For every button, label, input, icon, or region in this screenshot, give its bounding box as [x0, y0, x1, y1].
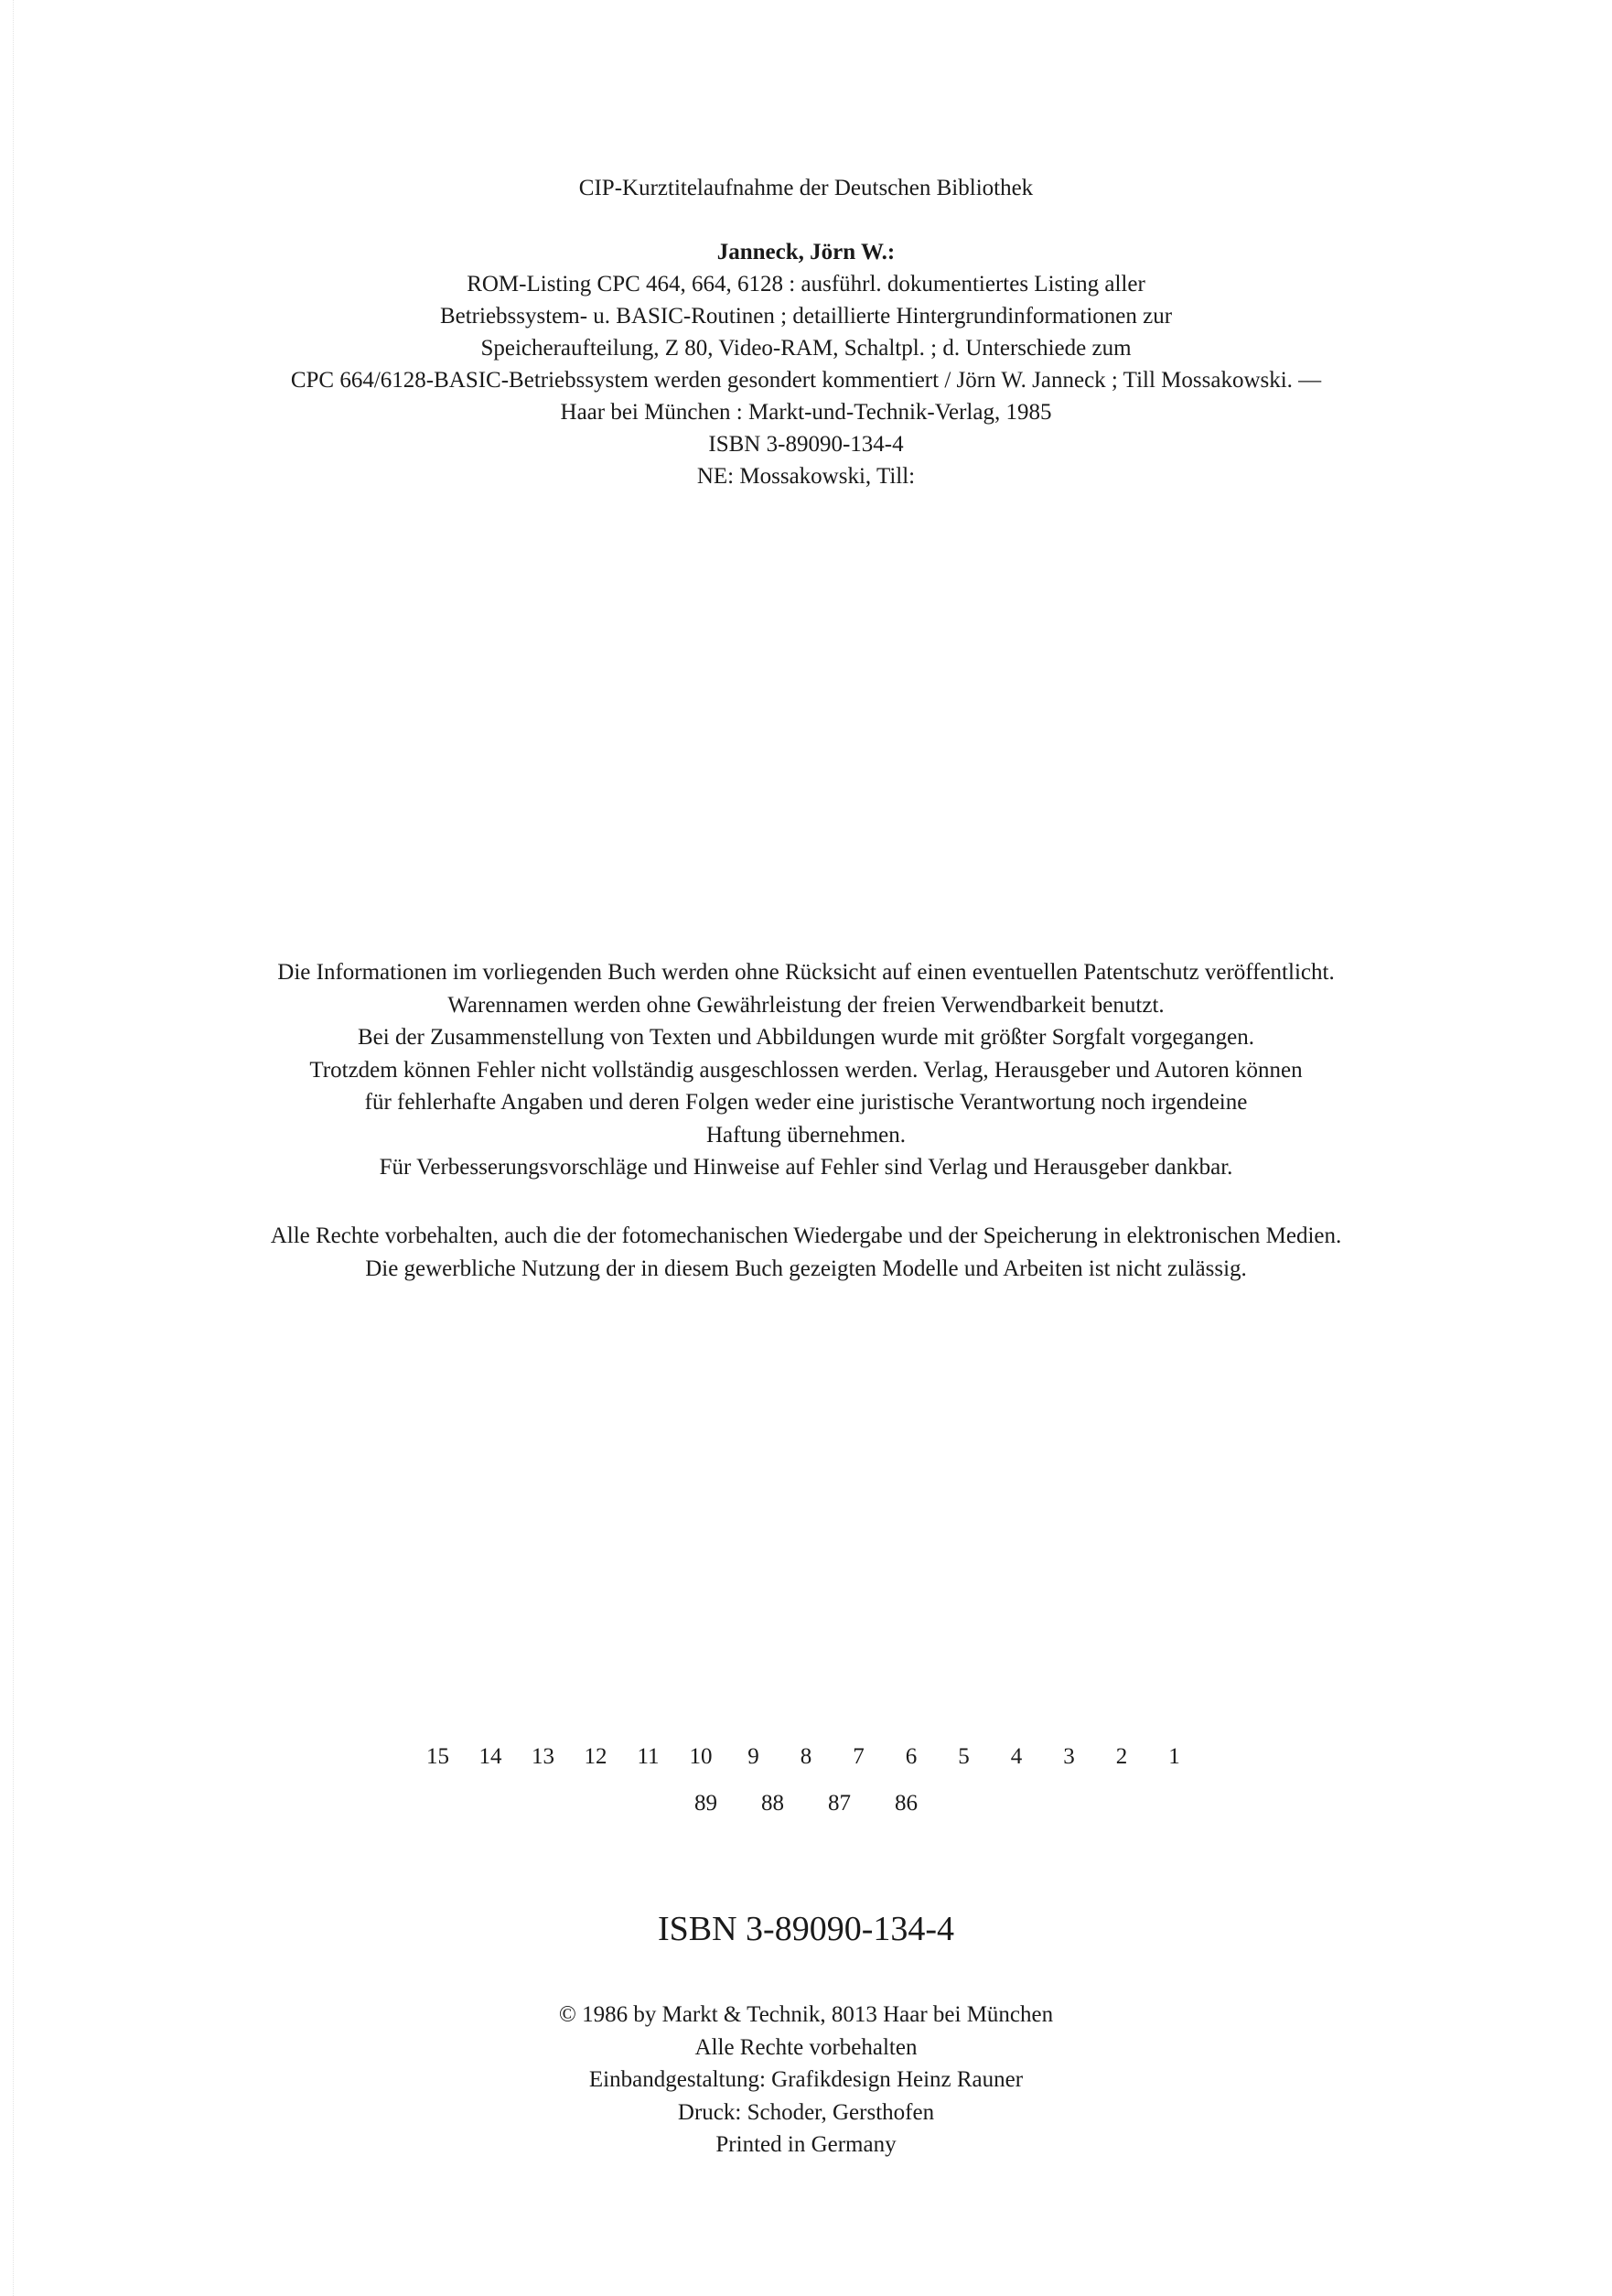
- cip-line: ROM-Listing CPC 464, 664, 6128 : ausführl. dokumentiertes Listing aller: [467, 272, 1145, 296]
- impression-number: 13: [532, 1744, 554, 1769]
- copyright-line: © 1986 by Markt & Technik, 8013 Haar bei München: [558, 2002, 1054, 2027]
- cip-heading: CIP-Kurztitelaufnahme der Deutschen Bibliothek: [578, 176, 1034, 200]
- colophon-line: Printed in Germany: [715, 2132, 897, 2157]
- print-numbers: [0, 1741, 1612, 1819]
- impression-number: 15: [426, 1744, 449, 1769]
- cip-line: Speicheraufteilung, Z 80, Video-RAM, Schaltpl. ; d. Unterschiede zum: [480, 336, 1132, 361]
- impression-number: 2: [1115, 1744, 1128, 1769]
- year-numbers: [0, 1787, 1612, 1819]
- year-number: 88: [761, 1791, 784, 1816]
- cip-line: CPC 664/6128-BASIC-Betriebssystem werden gesondert kommentiert / Jörn W. Janneck ; Till Mossakowski. —: [290, 368, 1322, 393]
- impression-number: 4: [1010, 1744, 1023, 1769]
- disclaimer-line: Bei der Zusammenstellung von Texten und Abbildungen wurde mit größter Sorgfalt vorgegangen.: [357, 1025, 1255, 1050]
- disclaimer-line: Haftung übernehmen.: [706, 1122, 906, 1148]
- cip-isbn: ISBN 3-89090-134-4: [708, 432, 904, 457]
- impression-number: 10: [689, 1744, 713, 1769]
- year-number: 86: [895, 1791, 918, 1816]
- impression-number: 12: [584, 1744, 607, 1769]
- impression-numbers: [0, 1741, 1612, 1773]
- disclaimer-line: Die Informationen im vorliegenden Buch werden ohne Rücksicht auf einen eventuellen Patentschutz veröffentlicht.: [277, 960, 1335, 985]
- colophon: [0, 1999, 1612, 2161]
- impression-number: 6: [905, 1744, 918, 1769]
- cip-ne: NE: Mossakowski, Till:: [696, 464, 916, 489]
- year-number: 89: [694, 1791, 717, 1816]
- disclaimer-line: Trotzdem können Fehler nicht vollständig ausgeschlossen werden. Verlag, Herausgeber und Autoren können: [309, 1057, 1303, 1083]
- cip-author: Janneck, Jörn W.:: [716, 240, 896, 264]
- year-number: 87: [828, 1791, 851, 1816]
- cip-line: Betriebssystem- u. BASIC-Routinen ; detaillierte Hintergrundinformationen zur: [439, 304, 1173, 329]
- impression-number: 9: [747, 1744, 759, 1769]
- impression-number: 7: [853, 1744, 865, 1769]
- disclaimer: [0, 956, 1612, 1184]
- colophon-line: Alle Rechte vorbehalten: [694, 2034, 918, 2060]
- impression-number: 8: [800, 1744, 812, 1769]
- isbn: ISBN 3-89090-134-4: [657, 1910, 955, 1948]
- cip-record: [0, 172, 1612, 492]
- impression-number: 14: [478, 1744, 502, 1769]
- colophon-line: Einbandgestaltung: Grafikdesign Heinz Rauner: [588, 2067, 1024, 2092]
- impression-number: 5: [958, 1744, 970, 1769]
- rights-line: Alle Rechte vorbehalten, auch die der fotomechanischen Wiedergabe und der Speicherung in elektronischen Medien.: [270, 1223, 1342, 1248]
- disclaimer-line: Warennamen werden ohne Gewährleistung der freien Verwendbarkeit benutzt.: [447, 992, 1165, 1018]
- rights-notice: [0, 1220, 1612, 1285]
- impression-number: 1: [1168, 1744, 1180, 1769]
- impression-number: 11: [637, 1744, 660, 1769]
- cip-line: Haar bei München : Markt-und-Technik-Verlag, 1985: [560, 400, 1052, 425]
- disclaimer-line: für fehlerhafte Angaben und deren Folgen weder eine juristische Verantwortung noch irgendeine: [364, 1090, 1248, 1115]
- disclaimer-line: Für Verbesserungsvorschläge und Hinweise auf Fehler sind Verlag und Herausgeber dankbar.: [379, 1155, 1233, 1180]
- colophon-line: Druck: Schoder, Gersthofen: [677, 2099, 935, 2125]
- impression-number: 3: [1063, 1744, 1075, 1769]
- rights-line: Die gewerbliche Nutzung der in diesem Buch gezeigten Modelle und Arbeiten ist nicht zulässig.: [365, 1256, 1247, 1281]
